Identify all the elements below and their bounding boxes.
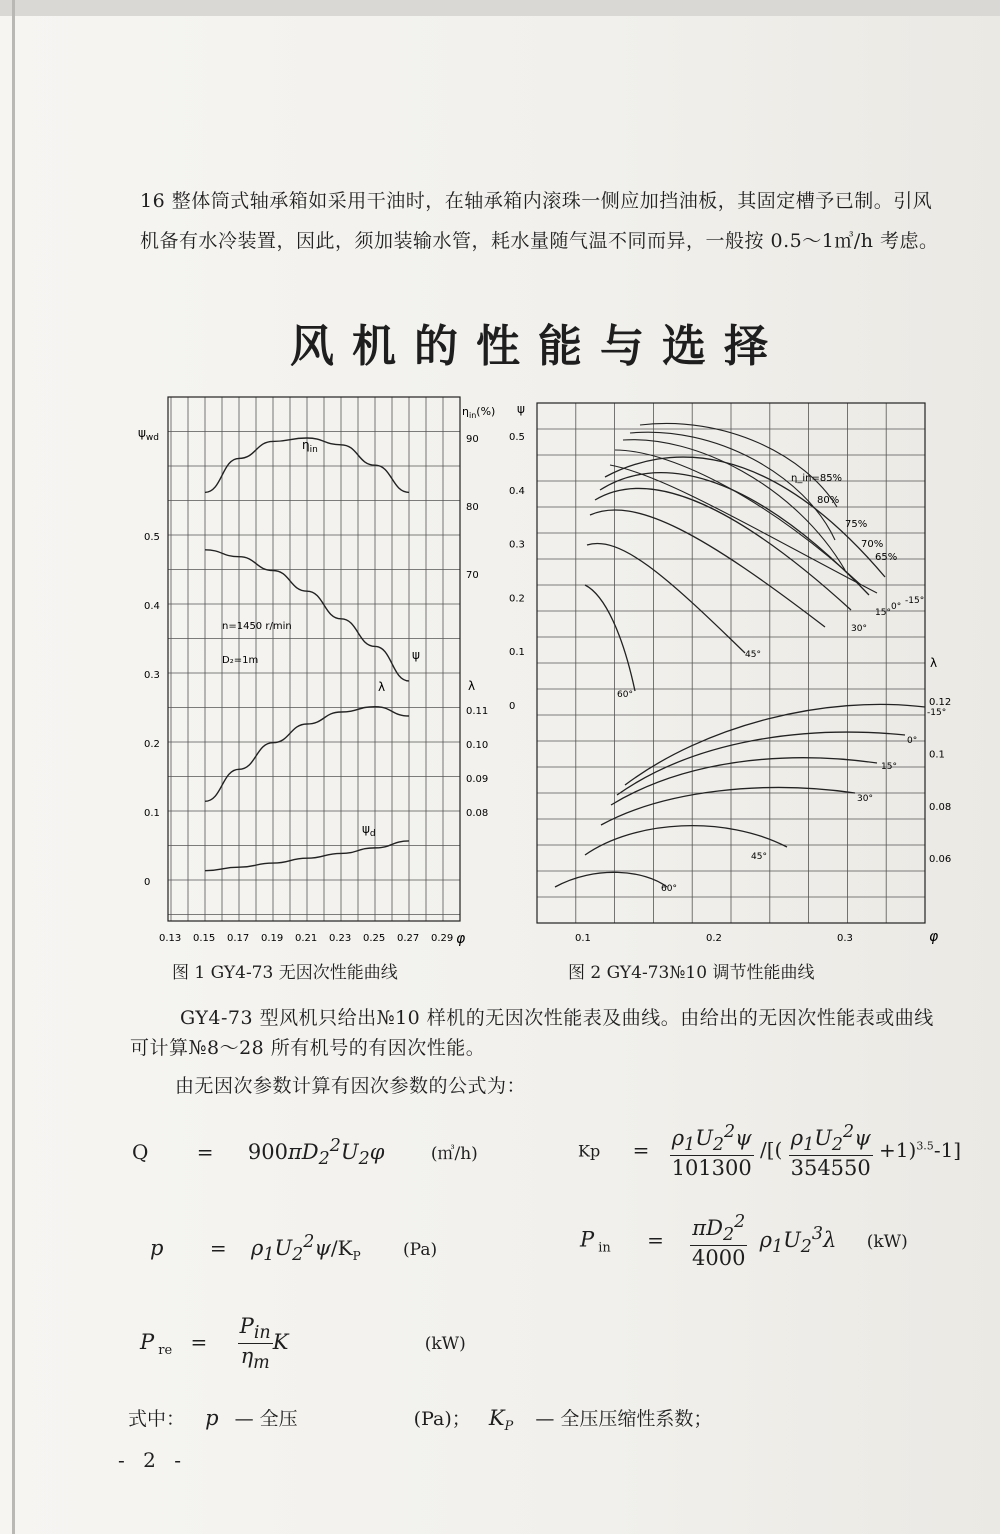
fig2-lambda-tick: 0.12	[929, 697, 952, 708]
formula-kp: Kp = $\frac{\rho_1U_2^2\psi}{101300}$ /[( $\frac{\rho_1U_2^2\psi}{354550}$ +1)$^{3.5}$-1]	[578, 1122, 962, 1181]
fig1-lambda-axis-label: λ	[468, 679, 476, 693]
fig2-w-label: -15°	[927, 708, 947, 718]
symbol-legend: 式中： p — 全压 (Pa)； $K_P$ — 全压压缩性系数；	[128, 1406, 713, 1435]
pre-unit: (kW)	[424, 1334, 466, 1355]
fig1-left-tick: 0.2	[144, 739, 160, 750]
fig1-left-tick: 0.1	[144, 808, 160, 819]
kp-denominator-1: 101300	[671, 1156, 752, 1181]
kp-symbol: Kp	[578, 1141, 601, 1161]
fig2-efficiency-curve	[610, 465, 877, 593]
fig1-x-tick: 0.25	[363, 933, 386, 944]
fig1-x-tick: 0.13	[159, 933, 182, 944]
fig1-x-tick: 0.27	[397, 933, 420, 944]
figure-2-grid	[537, 403, 925, 923]
fig1-left-tick: 0	[144, 877, 151, 888]
page-number: - 2 -	[118, 1448, 187, 1472]
page-fold-line	[12, 0, 15, 1534]
legend-kp-desc: 全压压缩性系数；	[560, 1408, 713, 1430]
legend-p-unit: (Pa)；	[413, 1408, 471, 1430]
fig2-pressure-curve	[587, 543, 745, 653]
fig2-lambda-tick: 0.08	[929, 801, 952, 813]
body-line-3: 由无因次参数计算有因次参数的公式为：	[175, 1075, 527, 1097]
fig1-eta-tick: 90	[466, 434, 479, 445]
fig2-psi-tick: 0.3	[509, 539, 525, 551]
fig1-x-tick: 0.23	[329, 933, 352, 944]
figure-2-caption: 图 2 GY4-73№10 调节性能曲线	[568, 963, 815, 983]
figure-1-caption: 图 1 GY4-73 无因次性能曲线	[172, 963, 398, 983]
fig1-lambda-tick: 0.11	[466, 706, 489, 717]
fig2-w-label: 30°	[857, 794, 873, 804]
intro-line-2: 机备有水冷装置，因此，须加装输水管，耗水量随气温不同而异，一般按 0.5～1㎥/h 考虑。	[140, 230, 939, 252]
fig2-psi-ticks	[509, 432, 525, 712]
body-line-2: 可计算№8～28 所有机号的有因次性能。	[130, 1037, 486, 1059]
fig1-x-ticks	[159, 933, 453, 944]
fig2-x-tick: 0.1	[575, 933, 591, 944]
q-symbol: Q	[132, 1140, 149, 1164]
fig1-psid-curve-label: $\psi_d$	[362, 822, 376, 839]
fig2-psi-tick: 0	[509, 701, 516, 712]
fig2-power-curve	[585, 826, 787, 855]
formula-pre: P $_{re}$ = $\frac{P_{in}}{\eta_m}$ K (kW)	[140, 1314, 466, 1374]
fig2-efficiency-curve	[630, 432, 835, 540]
kp-denominator-2: 354550	[790, 1156, 871, 1181]
fig2-p-label: 30°	[851, 624, 867, 634]
fig2-w-label: 15°	[881, 762, 897, 772]
fig1-x-tick: 0.29	[431, 933, 454, 944]
fig1-psi-curve-label: ψ	[412, 648, 420, 662]
fig1-x-tick: 0.21	[295, 933, 318, 944]
fig2-p-label: 15°	[875, 608, 891, 618]
fig2-x-ticks	[575, 933, 853, 944]
fig2-w-label: 0°	[907, 736, 918, 746]
fig2-w-label: 45°	[751, 852, 767, 862]
fig2-eta-label: 65%	[875, 552, 898, 563]
fig1-lambda-ticks	[466, 706, 488, 819]
fig1-eta-ticks	[466, 434, 479, 581]
fig2-x-tick: 0.2	[706, 933, 722, 944]
fig2-x-label: φ	[929, 929, 939, 945]
kp-exponent: 3.5	[916, 1138, 934, 1152]
fig2-power-labels	[661, 708, 946, 894]
fig2-eta-label: η_in=85%	[791, 473, 843, 484]
fig1-note-speed: n=1450 r/min	[222, 621, 292, 632]
section-title: 风机的性能与选择	[290, 321, 786, 372]
fig2-lambda-tick: 0.1	[929, 749, 945, 761]
formula-p: $p = \rho_1U_2^2\psi/K_P$ (Pa)	[150, 1232, 438, 1266]
fig1-left-tick: 0.5	[144, 532, 160, 543]
figure-1-chart	[130, 395, 496, 950]
fig2-p-label: 0°	[891, 602, 902, 612]
fig2-pressure-labels	[617, 596, 924, 700]
q-coef: 900	[247, 1140, 288, 1164]
legend-prefix: 式中：	[128, 1408, 186, 1430]
fig1-left-ticks	[144, 532, 160, 888]
pin-unit: (kW)	[866, 1231, 908, 1252]
fig2-p-label: 45°	[745, 650, 761, 660]
fig2-lambda-axis-label: λ	[930, 656, 938, 670]
fig2-psi-tick: 0.2	[509, 593, 525, 605]
fig1-eta-tick: 70	[466, 570, 479, 581]
body-line-1: GY4-73 型风机只给出№10 样机的无因次性能表及曲线。由给出的无因次性能表或曲线	[180, 1007, 934, 1029]
q-unit: (㎥/h)	[430, 1144, 478, 1164]
page-top-edge	[0, 0, 1000, 16]
fig2-power-curve	[617, 732, 905, 795]
fig1-note-diameter: D₂=1m	[222, 655, 259, 666]
fig1-x-label: φ	[456, 931, 466, 947]
fig2-power-curve	[611, 758, 877, 805]
fig2-lambda-tick: 0.06	[929, 854, 952, 866]
fig2-pressure-curve	[585, 585, 635, 691]
fig2-x-tick: 0.3	[837, 933, 853, 944]
fig2-eta-label: 70%	[861, 539, 884, 550]
fig2-lambda-ticks	[929, 697, 951, 865]
fig1-x-tick: 0.15	[193, 933, 216, 944]
fig2-p-label: -15°	[905, 596, 925, 606]
intro-line-1: 16 整体筒式轴承箱如采用干油时，在轴承箱内滚珠一侧应加挡油板，其固定槽予已制。引风	[140, 190, 933, 212]
fig1-left-tick: 0.4	[144, 601, 160, 612]
fig1-eta-curve-label: $\eta_{in}$	[302, 438, 318, 455]
p-unit: (Pa)	[403, 1240, 438, 1260]
fig2-power-curve	[555, 872, 667, 887]
fig2-efficiency-curve	[640, 423, 840, 507]
legend-p-desc: 全压	[259, 1408, 298, 1430]
fig1-eta-tick: 80	[466, 502, 479, 513]
formula-pin: P $_{in}$ = $\frac{\pi D_2^2}{4000}$ $\rho_1U_2^3\lambda$ (kW)	[580, 1212, 908, 1271]
fig1-lambda-curve-label: λ	[378, 680, 386, 694]
fig2-pressure-curve	[590, 510, 825, 627]
fig2-psi-tick: 0.4	[509, 485, 525, 497]
fig1-psi-axis-label: $\psi_{wd}$	[138, 426, 159, 443]
fig1-left-tick: 0.3	[144, 670, 160, 681]
fig1-x-tick: 0.19	[261, 933, 284, 944]
fig2-psi-axis-label: ψ	[517, 402, 525, 416]
fig2-eta-label: 75%	[845, 519, 868, 530]
fig2-psi-tick: 0.1	[509, 647, 525, 659]
fig2-power-curve	[625, 704, 925, 785]
fig2-psi-tick: 0.5	[509, 432, 525, 443]
fig1-lambda-tick: 0.08	[466, 808, 489, 819]
fig2-eta-label: 80%	[817, 495, 840, 506]
fig1-lambda-tick: 0.09	[466, 774, 489, 785]
fig1-lambda-tick: 0.10	[466, 740, 489, 751]
fig2-efficiency-labels	[791, 473, 897, 563]
formula-q: $Q = 900\pi D_2^2U_2\varphi$ (㎥/h)	[132, 1136, 478, 1170]
fig1-x-tick: 0.17	[227, 933, 250, 944]
fig2-p-label: 60°	[617, 690, 633, 700]
fig1-eta-axis-label: $\eta_{in}(\%)$	[462, 405, 496, 420]
pin-denominator: 4000	[692, 1246, 746, 1271]
fig2-w-label: 60°	[661, 884, 677, 894]
figure-2-chart	[505, 395, 965, 950]
